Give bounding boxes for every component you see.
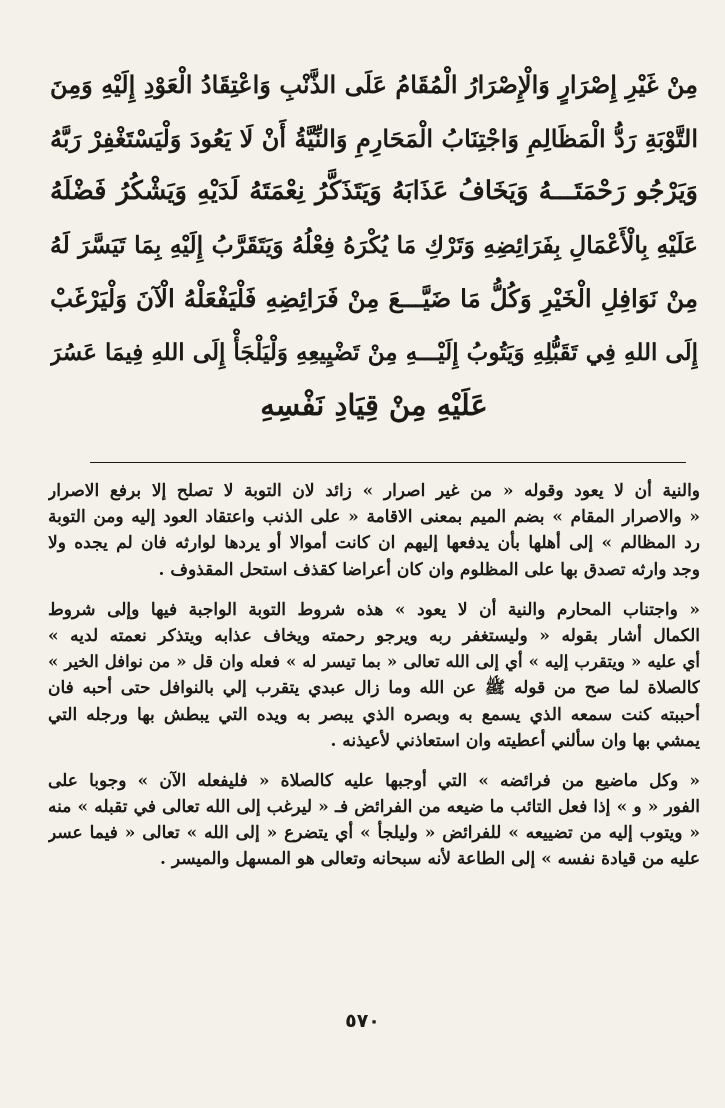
commentary-line: « والاصرار المقام » بضم الميم بمعنى الاقامة « على الذنب واعتقاد العود إليه ومن التوبة [48, 507, 700, 528]
commentary-line: وجد وارثه تصدق بها على المظلوم وان كان أعراضا كقذف استحل المقذوف . [158, 559, 700, 580]
commentary-line: والنية أن لا يعود وقوله « من غير اصرار » زائد لان التوبة لا تصلح إلا برفع الاصرار [48, 481, 700, 501]
page-number: ٥٧٠ [345, 1010, 380, 1032]
commentary-line: الكمال أشار بقوله « وليستغفر ربه ويرجو رحمته ويخاف عذابه ويتذكر نعمته لديه » [48, 625, 700, 646]
main-text-line: مِنْ نَوَافِلِ الْخَيْرِ وَكُلُّ مَا ضَيَّـــعَ مِنْ فَرَائِضِهِ فَلْيَفْعَلْهُ الْآنَ وَلْيَرْغَبْ [50, 284, 698, 313]
commentary-line: « واجتناب المحارم والنية أن لا يعود » هذه شروط التوبة الواجبة فيها وإلى شروط [48, 599, 700, 620]
main-text-line: عَلَيْهِ مِنْ قِيَادِ نَفْسِهِ [260, 388, 488, 422]
commentary-paragraph [48, 597, 700, 754]
commentary-line: كالصلاة لما صح من قوله ﷺ عن الله وما زال عبدي يتقرب إلي بالنوافل حتى أحبه فان [48, 678, 700, 699]
main-text-line: التَّوْبَةِ رَدُّ الْمَظَالِمِ وَاجْتِنَابُ الْمَحَارِمِ وَالنِّيَّةُ أَنْ لَا يَعُودَ وَلْيَسْتَغْفِرْ رَبَّهُ [50, 123, 698, 153]
commentary-line: أي عليه « ويتقرب إليه » أي إلى الله تعالى « بما تيسر له » فعله وان قل « من نوافل الخير » [48, 652, 700, 672]
commentary-line: « وكل ماضيع من فرائضه » التي أوجبها عليه كالصلاة « فليفعله الآن » وجوبا على [48, 770, 700, 791]
main-text-line: مِنْ غَيْرِ إِصْرَارٍ وَالْإِصْرَارُ الْمُقَامُ عَلَى الذَّنْبِ وَاعْتِقَادُ الْعَوْدِ إِلَيْهِ وَمِنَ [50, 70, 698, 99]
commentary-line: يمشي بها وان سألني أعطيته وان استعاذني لأعيذنه . [330, 730, 700, 751]
commentary-block [48, 478, 700, 887]
commentary-line: « ويتوب إليه من تضييعه » للفرائض « وليلجأ » أي يتضرع « إلى الله » تعالى « فيما عسر [48, 823, 700, 844]
section-divider [90, 462, 686, 463]
main-text-block [50, 58, 698, 433]
commentary-paragraph [48, 768, 700, 873]
main-text-line: عَلَيْهِ بِالْأَعْمَالِ بِفَرَائِضِهِ وَتَرْكِ مَا يُكْرَهُ فِعْلُهُ وَيَتَقَرَّبُ إِلَيْهِ بِمَا تَيَسَّرَ لَهُ [50, 230, 698, 259]
commentary-line: عليه من قيادة نفسه » إلى الطاعة لأنه سبحانه وتعالى هو المسهل والميسر . [160, 849, 700, 870]
commentary-line: أحببته كنت سمعه الذي يسمع به وبصره الذي يبصر به ويده التي يبطش بها ورجله التي [48, 704, 700, 725]
commentary-paragraph [48, 478, 700, 583]
main-text-line: وَيَرْجُو رَحْمَتَـــهُ وَيَخَافُ عَذَابَهُ وَيَتَذَكَّرُ نِعْمَتَهُ لَدَيْهِ وَيَشْكُرُ فَضْلَهُ [50, 176, 698, 206]
commentary-line: الفور « و » إذا فعل التائب ما ضيعه من الفرائض فـ « ليرغب إلى الله تعالى في تقبله » منه [48, 797, 700, 818]
main-text-line: إِلَى اللهِ فِي تَقَبُّلِهِ وَيَتُوبُ إِلَيْـــهِ مِنْ تَضْيِيعِهِ وَلْيَلْجَأْ إِلَى اللهِ فِيمَا عَسُرَ [50, 338, 698, 366]
commentary-line: رد المظالم » إلى أهلها بأن يدفعها إليهم ان كانت أموالا أو يردها لوارثه فان لم يجده ولا [48, 533, 700, 554]
